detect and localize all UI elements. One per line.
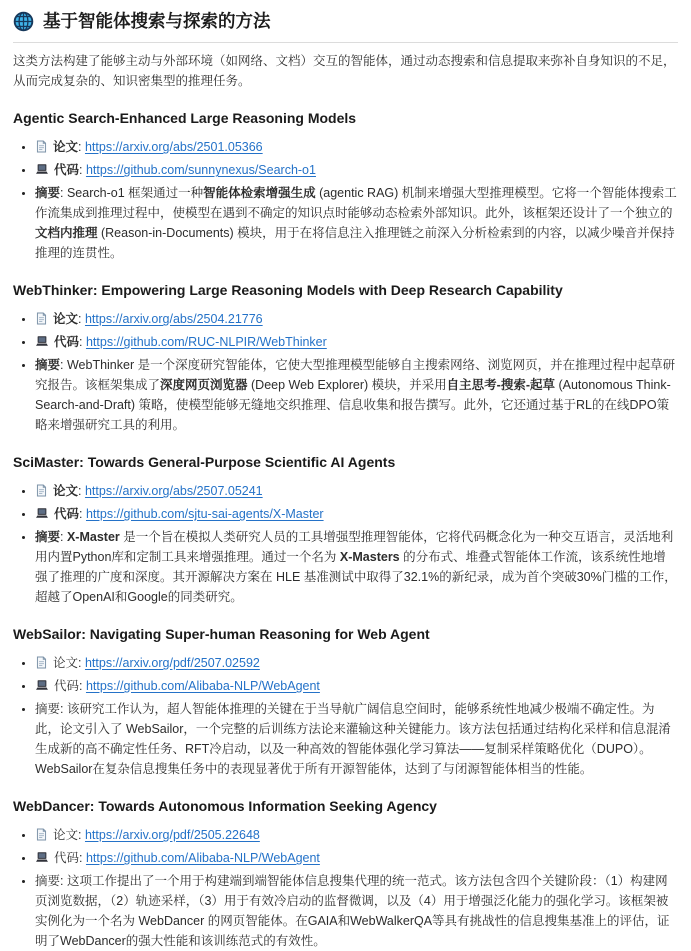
document-icon [35,139,48,159]
summary-text: (Deep Web Explorer) 模块，并采用 [247,378,447,392]
code-link: • 代码: https://github.com/sjtu-sai-agents/X-Master [35,504,678,526]
paper-link: • 论文: https://arxiv.org/abs/2504.21776 [35,309,678,331]
paper-section [13,626,678,779]
summary-highlight: 深度网页浏览器 [160,378,248,392]
paper-meta-list [13,481,678,607]
paper-link-url[interactable]: https://arxiv.org/abs/2501.05366 [84,140,263,154]
page-title [13,6,678,43]
summary-highlight: 自主思考-搜索-起草 [446,378,555,392]
laptop-icon [35,678,49,698]
code-link-url[interactable]: https://github.com/sunnynexus/Search-o1 [85,163,316,177]
code-link: • 代码: https://github.com/Alibaba-NLP/WebAgent [35,676,678,698]
summary-highlight: X-Masters [339,550,400,564]
paper-link-url[interactable]: https://arxiv.org/pdf/2507.02592 [84,656,260,670]
paper-link-url[interactable]: https://arxiv.org/abs/2507.05241 [84,484,263,498]
document-icon [35,827,48,847]
summary-text: (Autonomous Think-Search-and-Draft) 策略，使模型能够无缝地交织推理、信息收集和报告撰写。此外，它还通过基于RL的在线DPO策略来增强研究工具的利用。 [35,378,671,432]
summary-label: 摘要 [35,530,61,544]
field-label: 论文 [53,656,79,670]
field-label: 代码 [54,507,80,521]
summary-text: 该研究工作认为，超人智能体推理的关键在于当导航广阔信息空间时，能够系统性地减少极端不确定性。为此，论文引入了 WebSailor，一个完整的后训练方法论来灌输这种关键能力。该方法包括通过结构化采样和信息混淆生成新的高不确定性任务、RFT冷启动，以及一种高效的智能体强化学习算法——复制采样策略优化（DUPO）。WebSailor在复杂信息搜集任务中的表现显著优于所有开源智能体，达到了与闭源智能体相当的性能。 [35,702,671,776]
summary-item: • 摘要: 这项工作提出了一个用于构建端到端智能体信息搜集代理的统一范式。该方法包含四个关键阶段：（1）构建网页浏览数据，（2）轨迹采样，（3）用于有效冷启动的监督微调，以及（4）用于增强泛化能力的强化学习。该框架被实例化为一个名为 WebDancer 的网页智能体。在GAIA和WebWalkerQA等具有挑战性的信息搜集基准上的评估，证明了WebDancer的强大性能和该训练范式的有效性。 [35,871,678,951]
summary-item: • 摘要: X-Master 是一个旨在模拟人类研究人员的工具增强型推理智能体，它将代码概念化为一种交互语言，灵活地利用内置Python库和定制工具来增强推理。通过一个名为 X-Masters 的分布式、堆叠式智能体工作流，该系统性地增强了推理的广度和深度。其开源解决方案在 HLE 基准测试中取得了32.1%的新纪录，成为首个突破30%门槛的工作，超越了OpenAI和Google的同类研究。 [35,527,678,607]
laptop-icon [35,850,49,870]
summary-label: 摘要 [35,358,61,372]
paper-link: • 论文: https://arxiv.org/pdf/2505.22648 [35,825,678,847]
code-link-url[interactable]: https://github.com/RUC-NLPIR/WebThinker [85,335,327,349]
summary-text: (agentic RAG) 机制来增强大型推理模型。它将一个智能体搜索工作流集成到推理过程中，使模型在遇到不确定的知识点时能够动态检索外部知识。此外，该框架还设计了一个独立的 [35,186,677,220]
paper-link: • 论文: https://arxiv.org/pdf/2507.02592 [35,653,678,675]
paper-section-title: WebSailor: Navigating Super-human Reasoning for Web Agent [13,626,430,642]
summary-item: • 摘要: Search-o1 框架通过一种智能体检索增强生成 (agentic RAG) 机制来增强大型推理模型。它将一个智能体搜索工作流集成到推理过程中，使模型在遇到不确定的知识点时能够动态检索外部知识。此外，该框架还设计了一个独立的文档内推理 (Reason-in-Documents) 模块，用于在将信息注入推理链之前深入分析检索到的内容，以减少噪音并保持推理的连贯性。 [35,183,678,263]
globe-icon [13,11,34,32]
summary-label: 摘要 [35,186,61,200]
paper-link: • 论文: https://arxiv.org/abs/2501.05366 [35,137,678,159]
code-link-url[interactable]: https://github.com/Alibaba-NLP/WebAgent [85,851,320,865]
field-label: 代码 [54,851,80,865]
page-title-text: 基于智能体搜索与探索的方法 [43,11,271,31]
paper-section [13,798,678,951]
paper-section [13,454,678,607]
paper-meta-list [13,137,678,263]
paper-link-url[interactable]: https://arxiv.org/abs/2504.21776 [84,312,263,326]
summary-text: WebThinker 是一个深度研究智能体，它使大型推理模型能够自主搜索网络、浏览网页，并在推理过程中起草研究报告。该框架集成了 [35,358,676,392]
paper-section-title: WebDancer: Towards Autonomous Information Seeking Agency [13,798,437,814]
code-link-url[interactable]: https://github.com/sjtu-sai-agents/X-Master [85,507,324,521]
laptop-icon [35,334,49,354]
code-link-url[interactable]: https://github.com/Alibaba-NLP/WebAgent [85,679,320,693]
paper-link-url[interactable]: https://arxiv.org/pdf/2505.22648 [84,828,260,842]
paper-section [13,110,678,263]
code-link: • 代码: https://github.com/Alibaba-NLP/WebAgent [35,848,678,870]
summary-highlight: X-Master [66,530,120,544]
paper-meta-list [13,825,678,951]
paper-section-title: SciMaster: Towards General-Purpose Scientific AI Agents [13,454,396,470]
summary-highlight: 文档内推理 [35,226,98,240]
summary-text: (Reason-in-Documents) 模块，用于在将信息注入推理链之前深入分析检索到的内容，以减少噪音并保持推理的连贯性。 [35,226,675,260]
laptop-icon [35,162,49,182]
code-link: • 代码: https://github.com/sunnynexus/Search-o1 [35,160,678,182]
paper-sections [13,110,678,951]
field-label: 论文 [53,484,79,498]
summary-item: • 摘要: 该研究工作认为，超人智能体推理的关键在于当导航广阔信息空间时，能够系统性地减少极端不确定性。为此，论文引入了 WebSailor，一个完整的后训练方法论来灌输这种关键能力。该方法包括通过结构化采样和信息混淆生成新的高不确定性任务、RFT冷启动，以及一种高效的智能体强化学习算法——复制采样策略优化（DUPO）。WebSailor在复杂信息搜集任务中的表现显著优于所有开源智能体，达到了与闭源智能体相当的性能。 [35,699,678,779]
paper-link: • 论文: https://arxiv.org/abs/2507.05241 [35,481,678,503]
field-label: 代码 [54,163,80,177]
summary-label: 摘要 [35,702,61,716]
field-label: 代码 [54,335,80,349]
field-label: 论文 [53,140,79,154]
summary-text: 这项工作提出了一个用于构建端到端智能体信息搜集代理的统一范式。该方法包含四个关键阶段：（1）构建网页浏览数据，（2）轨迹采样，（3）用于有效冷启动的监督微调，以及（4）用于增强泛化能力的强化学习。该框架被实例化为一个名为 WebDancer 的网页智能体。在GAIA和WebWalkerQA等具有挑战性的信息搜集基准上的评估，证明了WebDancer的强大性能和该训练范式的有效性。 [35,874,670,948]
field-label: 论文 [53,312,79,326]
summary-text: Search-o1 框架通过一种 [66,186,204,200]
paper-section-title: Agentic Search-Enhanced Large Reasoning Models [13,110,357,126]
field-label: 论文 [53,828,79,842]
paper-meta-list [13,653,678,779]
summary-label: 摘要 [35,874,61,888]
summary-text: 是一个旨在模拟人类研究人员的工具增强型推理智能体，它将代码概念化为一种交互语言，灵活地利用内置Python库和定制工具来增强推理。通过一个名为 [35,530,674,564]
summary-text: 的分布式、堆叠式智能体工作流，该系统性地增强了推理的广度和深度。其开源解决方案在 HLE 基准测试中取得了32.1%的新纪录，成为首个突破30%门槛的工作，超越了OpenAI和Google的同类研究。 [35,550,677,604]
laptop-icon [35,506,49,526]
summary-item: • 摘要: WebThinker 是一个深度研究智能体，它使大型推理模型能够自主搜索网络、浏览网页，并在推理过程中起草研究报告。该框架集成了深度网页浏览器 (Deep Web Explorer) 模块，并采用自主思考-搜索-起草 (Autonomous Think-Search-and-Draft) 策略，使模型能够无缝地交织推理、信息收集和报告撰写。此外，它还通过基于RL的在线DPO策略来增强研究工具的利用。 [35,355,678,435]
document-icon [35,483,48,503]
intro-paragraph: 这类方法构建了能够主动与外部环境（如网络、文档）交互的智能体，通过动态搜索和信息提取来弥补自身知识的不足，从而完成复杂的、知识密集型的推理任务。 [13,54,676,88]
document-icon [35,655,48,675]
field-label: 代码 [54,679,80,693]
paper-meta-list [13,309,678,435]
paper-section [13,282,678,435]
code-link: • 代码: https://github.com/RUC-NLPIR/WebThinker [35,332,678,354]
summary-highlight: 智能体检索增强生成 [203,186,316,200]
document-icon [35,311,48,331]
paper-section-title: WebThinker: Empowering Large Reasoning Models with Deep Research Capability [13,282,563,298]
